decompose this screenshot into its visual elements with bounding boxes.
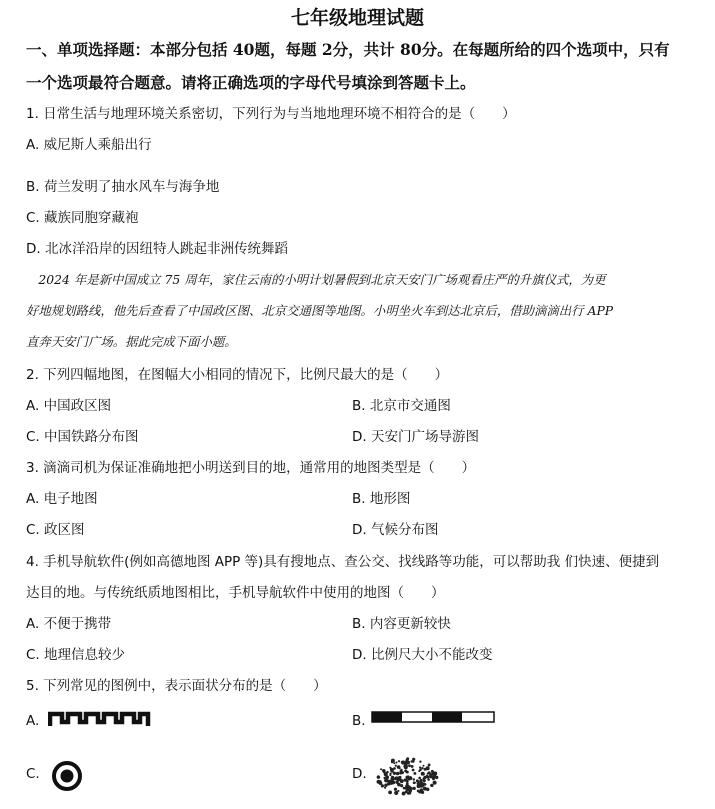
question-3-stem: 3. 滴滴司机为保证准确地把小明送到目的地，通常用的地图类型是（ ） — [26, 460, 476, 476]
question-2-stem: 2. 下列四幅地图，在图幅大小相同的情况下，比例尺最大的是（ ） — [26, 367, 449, 383]
wall-line-symbol-icon — [48, 708, 152, 730]
question-1-option-c: C. 藏族同胞穿藏袍 — [26, 210, 139, 226]
question-5-option-a: A. — [26, 713, 40, 729]
question-5-option-c: C. — [26, 766, 40, 782]
question-4-stem-line-2: 达目的地。与传统纸质地图相比，手机导航软件中使用的地图（ ） — [26, 585, 445, 601]
question-3-option-d: D. 气候分布图 — [352, 522, 439, 538]
dot-area-symbol-icon — [374, 755, 440, 799]
question-4-option-a: A. 不便于携带 — [26, 616, 112, 632]
question-4-option-c: C. 地理信息较少 — [26, 647, 126, 663]
question-2-option-c: C. 中国铁路分布图 — [26, 429, 139, 445]
question-4-option-b: B. 内容更新较快 — [352, 616, 451, 632]
capital-city-symbol-icon — [50, 760, 84, 792]
section-heading-line-2: 一个选项最符合题意。请将正确选项的字母代号填涂到答题卡上。 — [26, 73, 476, 92]
question-5-option-d: D. — [352, 766, 367, 782]
question-2-option-d: D. 天安门广场导游图 — [352, 429, 479, 445]
question-3-option-a: A. 电子地图 — [26, 491, 98, 507]
passage-line-2: 好地规划路线，他先后查看了中国政区图、北京交通图等地图。小明坐火车到达北京后，借助滴滴出行 APP — [26, 303, 614, 318]
section-heading-line-1: 一、单项选择题：本部分包括 40题，每题 2分，共计 80分。在每题所给的四个选项中，只有 — [26, 40, 670, 59]
question-1-stem: 1. 日常生活与地理环境关系密切，下列行为与当地地理环境不相符合的是（ ） — [26, 106, 516, 122]
question-1-option-d: D. 北冰洋沿岸的因纽特人跳起非洲传统舞蹈 — [26, 241, 288, 257]
question-5-option-b: B. — [352, 713, 366, 729]
question-1-option-b: B. 荷兰发明了抽水风车与海争地 — [26, 179, 220, 195]
question-3-option-c: C. 政区图 — [26, 522, 85, 538]
passage-line-3: 直奔天安门广场。据此完成下面小题。 — [26, 334, 237, 349]
question-4-stem-line-1: 4. 手机导航软件(例如高德地图 APP 等)具有搜地点、查公交、找线路等功能，可以帮助我 们快速、便捷到 — [26, 554, 660, 570]
question-5-stem: 5. 下列常见的图例中，表示面状分布的是（ ） — [26, 678, 327, 694]
page-title: 七年级地理试题 — [290, 7, 424, 29]
question-2-option-a: A. 中国政区图 — [26, 398, 112, 414]
question-2-option-b: B. 北京市交通图 — [352, 398, 451, 414]
question-1-option-a: A. 威尼斯人乘船出行 — [26, 137, 152, 153]
railway-symbol-icon — [371, 710, 495, 724]
question-4-option-d: D. 比例尺大小不能改变 — [352, 647, 493, 663]
question-3-option-b: B. 地形图 — [352, 491, 411, 507]
passage-line-1: 2024 年是新中国成立 75 周年，家住云南的小明计划暑假到北京天安门广场观看庄严的升旗仪式，为更 — [26, 272, 606, 287]
